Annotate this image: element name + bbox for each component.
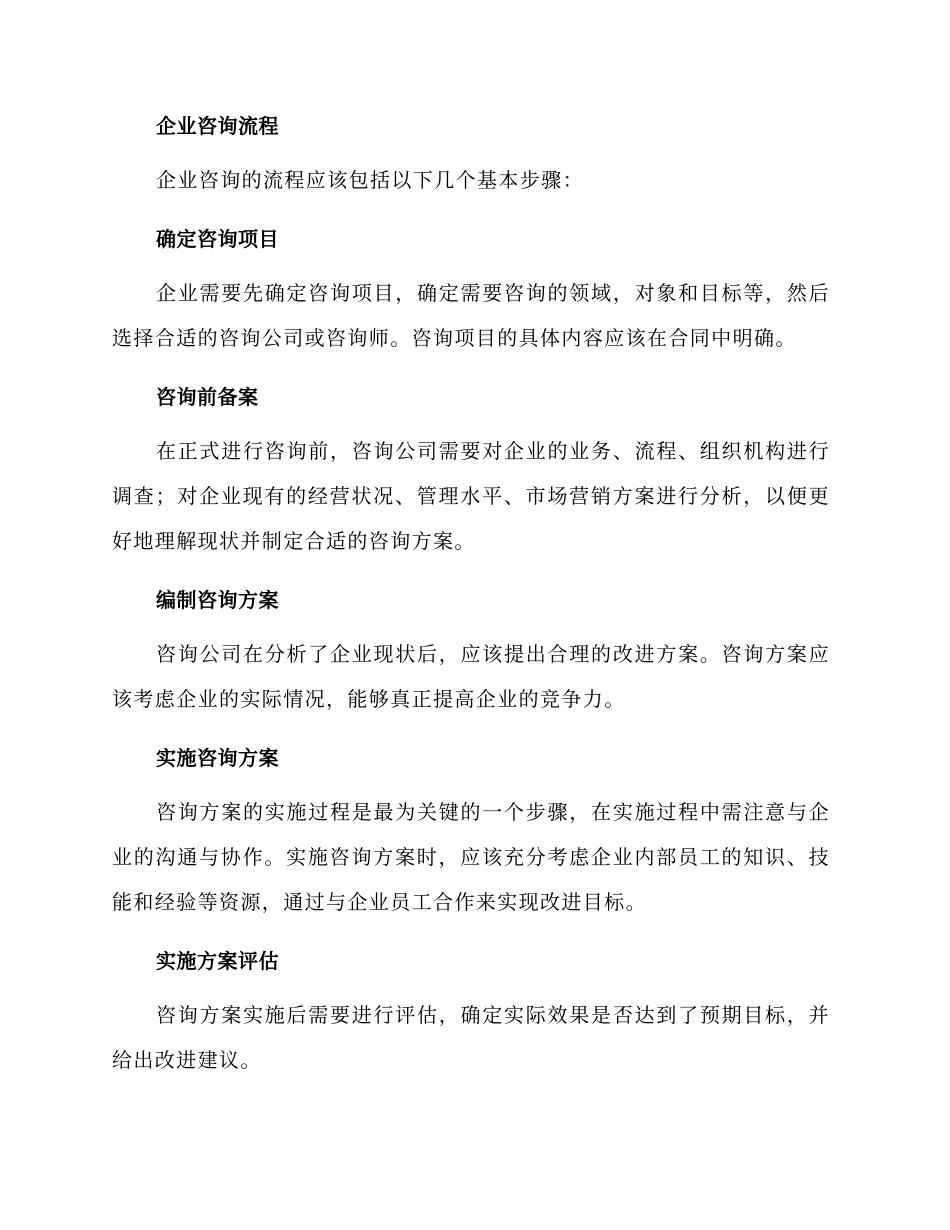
document-content (112, 108, 830, 1083)
section-body-pre-consulting: 在正式进行咨询前，咨询公司需要对企业的业务、流程、组织机构进行调查；对企业现有的经营状况、管理水平、市场营销方案进行分析，以便更好地理解现状并制定合适的咨询方案。 (112, 439, 830, 553)
section-heading-implement-plan: 实施咨询方案 (156, 746, 279, 770)
section-body-draft-plan: 咨询公司在分析了企业现状后，应该提出合理的改进方案。咨询方案应该考虑企业的实际情况，能够真正提高企业的竞争力。 (112, 642, 830, 711)
section-heading-evaluate-plan: 实施方案评估 (156, 949, 279, 973)
section-heading-define-project: 确定咨询项目 (156, 227, 279, 251)
section-heading-draft-plan: 编制咨询方案 (156, 588, 279, 612)
document-title: 企业咨询流程 (156, 114, 279, 138)
section-body-implement-plan: 咨询方案的实施过程是最为关键的一个步骤，在实施过程中需注意与企业的沟通与协作。实施咨询方案时，应该充分考虑企业内部员工的知识、技能和经验等资源，通过与企业员工合作来实现改进目标。 (112, 800, 830, 914)
section-body-define-project: 企业需要先确定咨询项目，确定需要咨询的领域，对象和目标等，然后选择合适的咨询公司或咨询师。咨询项目的具体内容应该在合同中明确。 (112, 281, 830, 350)
section-body-evaluate-plan: 咨询方案实施后需要进行评估，确定实际效果是否达到了预期目标，并给出改进建议。 (112, 1003, 830, 1072)
section-heading-pre-consulting: 咨询前备案 (156, 385, 259, 409)
intro-paragraph: 企业咨询的流程应该包括以下几个基本步骤： (156, 168, 584, 192)
